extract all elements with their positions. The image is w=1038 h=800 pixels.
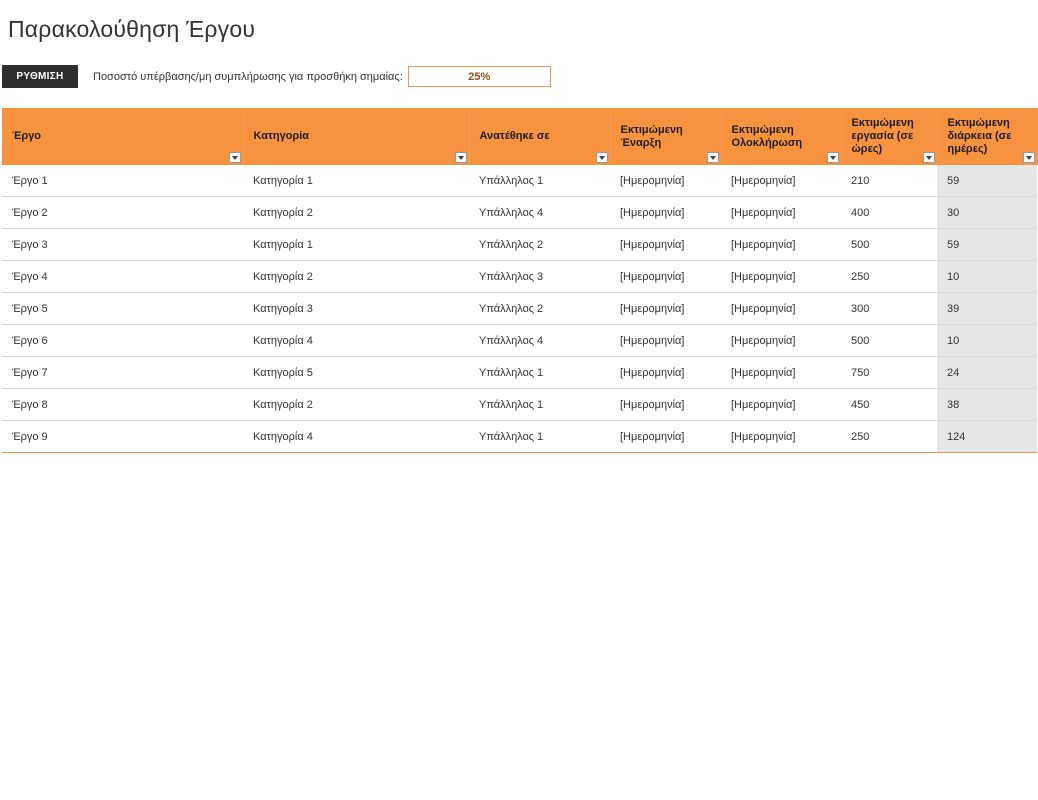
dropdown-arrow-icon [830,156,836,160]
cell-project[interactable]: Έργο 6 [2,325,243,357]
column-header [469,108,610,165]
cell-duration-days[interactable]: 24 [937,357,1037,389]
cell-work-hours[interactable]: 400 [841,197,937,229]
cell-duration-days[interactable]: 38 [937,389,1037,421]
cell-end-date[interactable]: [Ημερομηνία] [721,389,841,421]
cell-category[interactable]: Κατηγορία 2 [243,197,469,229]
cell-duration-days[interactable]: 30 [937,197,1037,229]
cell-assignee[interactable]: Υπάλληλος 1 [469,165,610,197]
cell-project[interactable]: Έργο 3 [2,229,243,261]
cell-assignee[interactable]: Υπάλληλος 2 [469,293,610,325]
cell-assignee[interactable]: Υπάλληλος 1 [469,357,610,389]
dropdown-arrow-icon [710,156,716,160]
cell-category[interactable]: Κατηγορία 3 [243,293,469,325]
cell-assignee[interactable]: Υπάλληλος 3 [469,261,610,293]
table-row [2,229,1037,261]
cell-work-hours[interactable]: 450 [841,389,937,421]
cell-start-date[interactable]: [Ημερομηνία] [610,197,721,229]
table-row [2,293,1037,325]
column-header [2,108,243,165]
cell-start-date[interactable]: [Ημερομηνία] [610,357,721,389]
dropdown-arrow-icon [232,156,238,160]
column-header-label: Κατηγορία [253,130,310,142]
cell-duration-days[interactable]: 10 [937,325,1037,357]
table-row [2,357,1037,389]
cell-category[interactable]: Κατηγορία 2 [243,261,469,293]
cell-duration-days[interactable]: 39 [937,293,1037,325]
cell-work-hours[interactable]: 300 [841,293,937,325]
cell-start-date[interactable]: [Ημερομηνία] [610,261,721,293]
table-header-row [2,108,1037,165]
filter-dropdown-button[interactable] [229,152,241,163]
column-header [937,108,1037,165]
column-header-label: Ανατέθηκε σε [479,130,550,142]
table-row [2,261,1037,293]
threshold-input[interactable] [408,66,551,87]
cell-assignee[interactable]: Υπάλληλος 4 [469,197,610,229]
cell-assignee[interactable]: Υπάλληλος 4 [469,325,610,357]
filter-dropdown-button[interactable] [827,152,839,163]
column-header [610,108,721,165]
column-header-label: Εκτιμώμενη διάρκεια (σε ημέρες) [947,117,1012,155]
cell-project[interactable]: Έργο 5 [2,293,243,325]
table-row [2,197,1037,229]
cell-work-hours[interactable]: 210 [841,165,937,197]
cell-duration-days[interactable]: 124 [937,421,1037,453]
cell-start-date[interactable]: [Ημερομηνία] [610,389,721,421]
cell-duration-days[interactable]: 59 [937,165,1037,197]
cell-category[interactable]: Κατηγορία 1 [243,229,469,261]
dropdown-arrow-icon [458,156,464,160]
cell-duration-days[interactable]: 59 [937,229,1037,261]
cell-start-date[interactable]: [Ημερομηνία] [610,165,721,197]
column-header-label: Εκτιμώμενη Ολοκλήρωση [731,123,803,149]
filter-dropdown-button[interactable] [596,152,608,163]
column-header [243,108,469,165]
cell-category[interactable]: Κατηγορία 4 [243,325,469,357]
dropdown-arrow-icon [1026,156,1032,160]
cell-work-hours[interactable]: 500 [841,229,937,261]
filter-dropdown-button[interactable] [923,152,935,163]
threshold-label: Ποσοστό υπέρβασης/μη συμπλήρωσης για προσθήκη σημαίας: [93,70,403,83]
filter-dropdown-button[interactable] [1023,152,1035,163]
page-title: Παρακολούθηση Έργου [8,16,256,42]
cell-end-date[interactable]: [Ημερομηνία] [721,357,841,389]
cell-end-date[interactable]: [Ημερομηνία] [721,325,841,357]
settings-button[interactable]: ΡΥΘΜΙΣΗ [2,65,78,88]
dropdown-arrow-icon [599,156,605,160]
column-header-label: Εκτιμώμενη εργασία (σε ώρες) [851,117,914,155]
cell-project[interactable]: Έργο 8 [2,389,243,421]
cell-project[interactable]: Έργο 2 [2,197,243,229]
cell-end-date[interactable]: [Ημερομηνία] [721,293,841,325]
cell-end-date[interactable]: [Ημερομηνία] [721,261,841,293]
cell-category[interactable]: Κατηγορία 2 [243,389,469,421]
column-header-label: Εκτιμώμενη Έναρξη [620,123,683,149]
cell-duration-days[interactable]: 10 [937,261,1037,293]
cell-assignee[interactable]: Υπάλληλος 2 [469,229,610,261]
table-row [2,325,1037,357]
cell-end-date[interactable]: [Ημερομηνία] [721,165,841,197]
column-header [721,108,841,165]
cell-project[interactable]: Έργο 4 [2,261,243,293]
cell-end-date[interactable]: [Ημερομηνία] [721,197,841,229]
cell-start-date[interactable]: [Ημερομηνία] [610,229,721,261]
cell-assignee[interactable]: Υπάλληλος 1 [469,389,610,421]
cell-start-date[interactable]: [Ημερομηνία] [610,293,721,325]
settings-row [2,65,551,88]
table-row [2,389,1037,421]
cell-category[interactable]: Κατηγορία 1 [243,165,469,197]
cell-work-hours[interactable]: 500 [841,325,937,357]
cell-project[interactable]: Έργο 7 [2,357,243,389]
cell-work-hours[interactable]: 250 [841,261,937,293]
cell-end-date[interactable]: [Ημερομηνία] [721,229,841,261]
filter-dropdown-button[interactable] [455,152,467,163]
table-row [2,165,1037,197]
filter-dropdown-button[interactable] [707,152,719,163]
cell-project[interactable]: Έργο 1 [2,165,243,197]
project-table [2,108,1038,453]
table-row [2,421,1037,453]
cell-end-date[interactable]: [Ημερομηνία] [731,430,796,443]
cell-work-hours[interactable]: 750 [841,357,937,389]
cell-start-date[interactable]: [Ημερομηνία] [620,430,685,443]
cell-project[interactable]: Έργο 9 [12,430,48,443]
cell-work-hours[interactable]: 250 [851,430,870,443]
cell-start-date[interactable]: [Ημερομηνία] [610,325,721,357]
column-header-label: Έργο [12,130,42,142]
cell-category[interactable]: Κατηγορία 4 [253,430,313,443]
column-header [841,108,937,165]
dropdown-arrow-icon [926,156,932,160]
cell-assignee[interactable]: Υπάλληλος 1 [479,430,544,443]
cell-category[interactable]: Κατηγορία 5 [243,357,469,389]
table-body [2,165,1037,453]
